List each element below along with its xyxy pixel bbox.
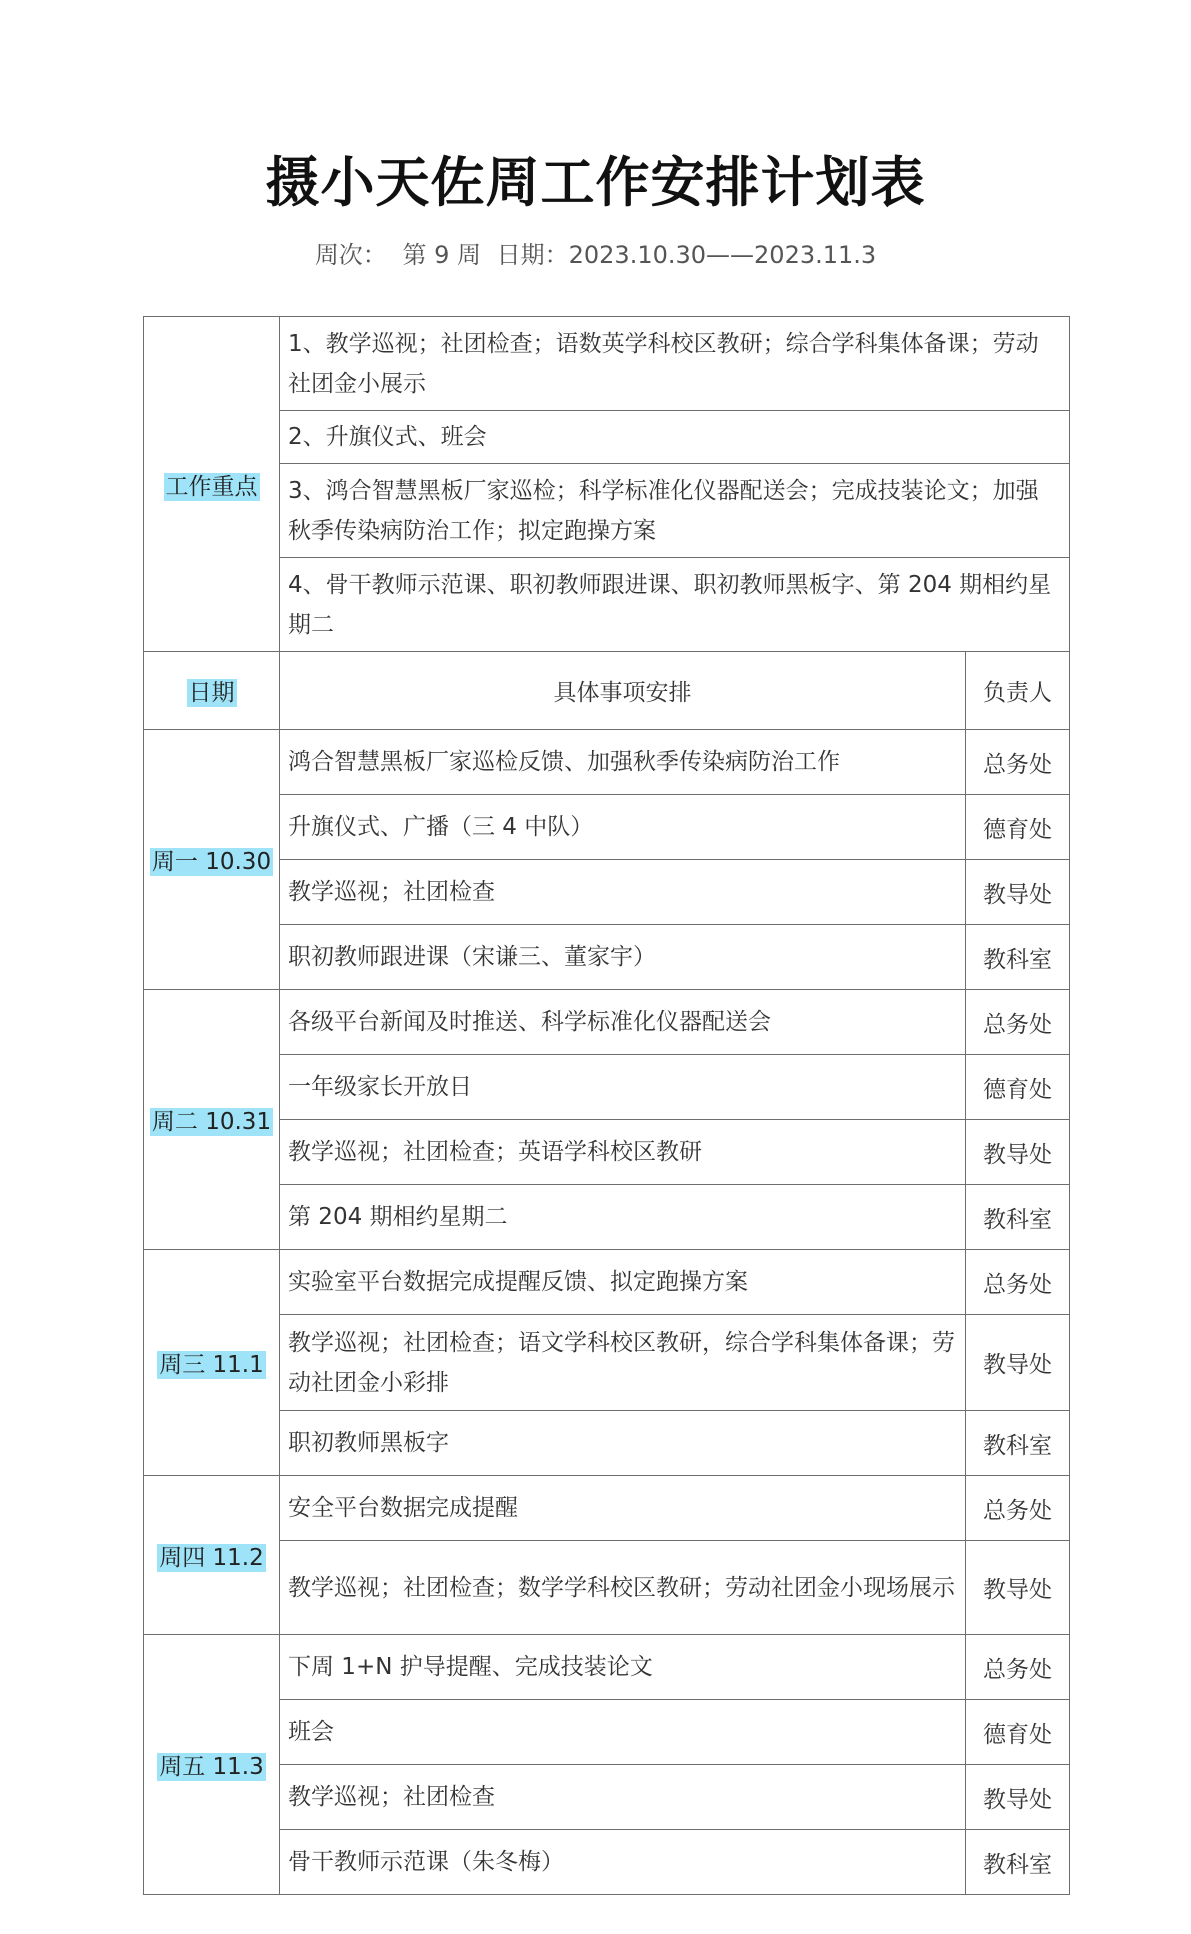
focus-row (144, 411, 1070, 464)
task-cell: 升旗仪式、广播（三 4 中队） (280, 795, 966, 860)
table-row (144, 1315, 1070, 1411)
day-label: 周一 10.30 (151, 849, 272, 875)
header-date-label: 日期 (188, 680, 235, 706)
owner-cell: 教科室 (966, 1185, 1070, 1250)
task-cell: 教学巡视；社团检查；英语学科校区教研 (280, 1120, 966, 1185)
table-row (144, 925, 1070, 990)
table-row (144, 1541, 1070, 1635)
owner-cell: 教导处 (966, 1120, 1070, 1185)
task-cell: 下周 1+N 护导提醒、完成技装论文 (280, 1635, 966, 1700)
task-cell: 职初教师跟进课（宋谦三、董家宇） (280, 925, 966, 990)
header-content: 具体事项安排 (280, 652, 966, 730)
day-label: 周五 11.3 (159, 1754, 264, 1780)
task-cell: 班会 (280, 1700, 966, 1765)
focus-item: 2、升旗仪式、班会 (280, 411, 1070, 464)
focus-row (144, 558, 1070, 652)
table-row (144, 795, 1070, 860)
table-row (144, 1185, 1070, 1250)
table-row (144, 1411, 1070, 1476)
task-cell: 实验室平台数据完成提醒反馈、拟定跑操方案 (280, 1250, 966, 1315)
owner-cell: 德育处 (966, 795, 1070, 860)
task-cell: 骨干教师示范课（朱冬梅） (280, 1830, 966, 1895)
document-subtitle (0, 238, 1191, 272)
table-row (144, 1055, 1070, 1120)
owner-cell: 教导处 (966, 1765, 1070, 1830)
table-row (144, 1120, 1070, 1185)
owner-cell: 总务处 (966, 730, 1070, 795)
task-cell: 安全平台数据完成提醒 (280, 1476, 966, 1541)
header-date (144, 652, 280, 730)
table-header-row (144, 652, 1070, 730)
table-row (144, 1635, 1070, 1700)
table-row (144, 860, 1070, 925)
task-cell: 各级平台新闻及时推送、科学标准化仪器配送会 (280, 990, 966, 1055)
owner-cell: 教科室 (966, 925, 1070, 990)
task-cell: 职初教师黑板字 (280, 1411, 966, 1476)
owner-cell: 教科室 (966, 1830, 1070, 1895)
day-label-cell (144, 1476, 280, 1635)
task-cell: 鸿合智慧黑板厂家巡检反馈、加强秋季传染病防治工作 (280, 730, 966, 795)
week-value: 第 9 周 (402, 241, 481, 269)
owner-cell: 教科室 (966, 1411, 1070, 1476)
table-row (144, 730, 1070, 795)
schedule-table (143, 316, 1070, 1895)
task-cell: 第 204 期相约星期二 (280, 1185, 966, 1250)
owner-cell: 教导处 (966, 1315, 1070, 1411)
table-row (144, 1700, 1070, 1765)
header-owner: 负责人 (966, 652, 1070, 730)
task-cell: 教学巡视；社团检查 (280, 860, 966, 925)
focus-item: 4、骨干教师示范课、职初教师跟进课、职初教师黑板字、第 204 期相约星期二 (280, 558, 1070, 652)
day-label-cell (144, 1250, 280, 1476)
task-cell: 一年级家长开放日 (280, 1055, 966, 1120)
day-label-cell (144, 990, 280, 1250)
day-label: 周三 11.1 (159, 1352, 264, 1378)
day-label-cell (144, 730, 280, 990)
table-row (144, 1765, 1070, 1830)
focus-item: 3、鸿合智慧黑板厂家巡检；科学标准化仪器配送会；完成技装论文；加强秋季传染病防治工作；拟定跑操方案 (280, 464, 1070, 558)
focus-item: 1、教学巡视；社团检查；语数英学科校区教研；综合学科集体备课；劳动社团金小展示 (280, 317, 1070, 411)
focus-row (144, 464, 1070, 558)
owner-cell: 总务处 (966, 1250, 1070, 1315)
owner-cell: 德育处 (966, 1055, 1070, 1120)
document-title: 摄小天佐周工作安排计划表 (265, 151, 926, 214)
owner-cell: 总务处 (966, 1635, 1070, 1700)
day-label: 周二 10.31 (151, 1109, 272, 1135)
task-cell: 教学巡视；社团检查；数学学科校区教研；劳动社团金小现场展示 (280, 1541, 966, 1635)
focus-label: 工作重点 (165, 473, 258, 500)
owner-cell: 德育处 (966, 1700, 1070, 1765)
table-row (144, 1476, 1070, 1541)
task-cell: 教学巡视；社团检查；语文学科校区教研，综合学科集体备课；劳动社团金小彩排 (280, 1315, 966, 1411)
day-label: 周四 11.2 (159, 1544, 264, 1571)
table-row (144, 1830, 1070, 1895)
table-row (144, 1250, 1070, 1315)
task-cell: 教学巡视；社团检查 (280, 1765, 966, 1830)
focus-label-cell (144, 317, 280, 652)
day-label-cell (144, 1635, 280, 1895)
week-label: 周次： (314, 241, 387, 269)
owner-cell: 教导处 (966, 860, 1070, 925)
owner-cell: 总务处 (966, 1476, 1070, 1541)
table-row (144, 990, 1070, 1055)
focus-row (144, 317, 1070, 411)
owner-cell: 总务处 (966, 990, 1070, 1055)
owner-cell: 教导处 (966, 1541, 1070, 1635)
date-range: 日期：2023.10.30——2023.11.3 (496, 241, 877, 269)
